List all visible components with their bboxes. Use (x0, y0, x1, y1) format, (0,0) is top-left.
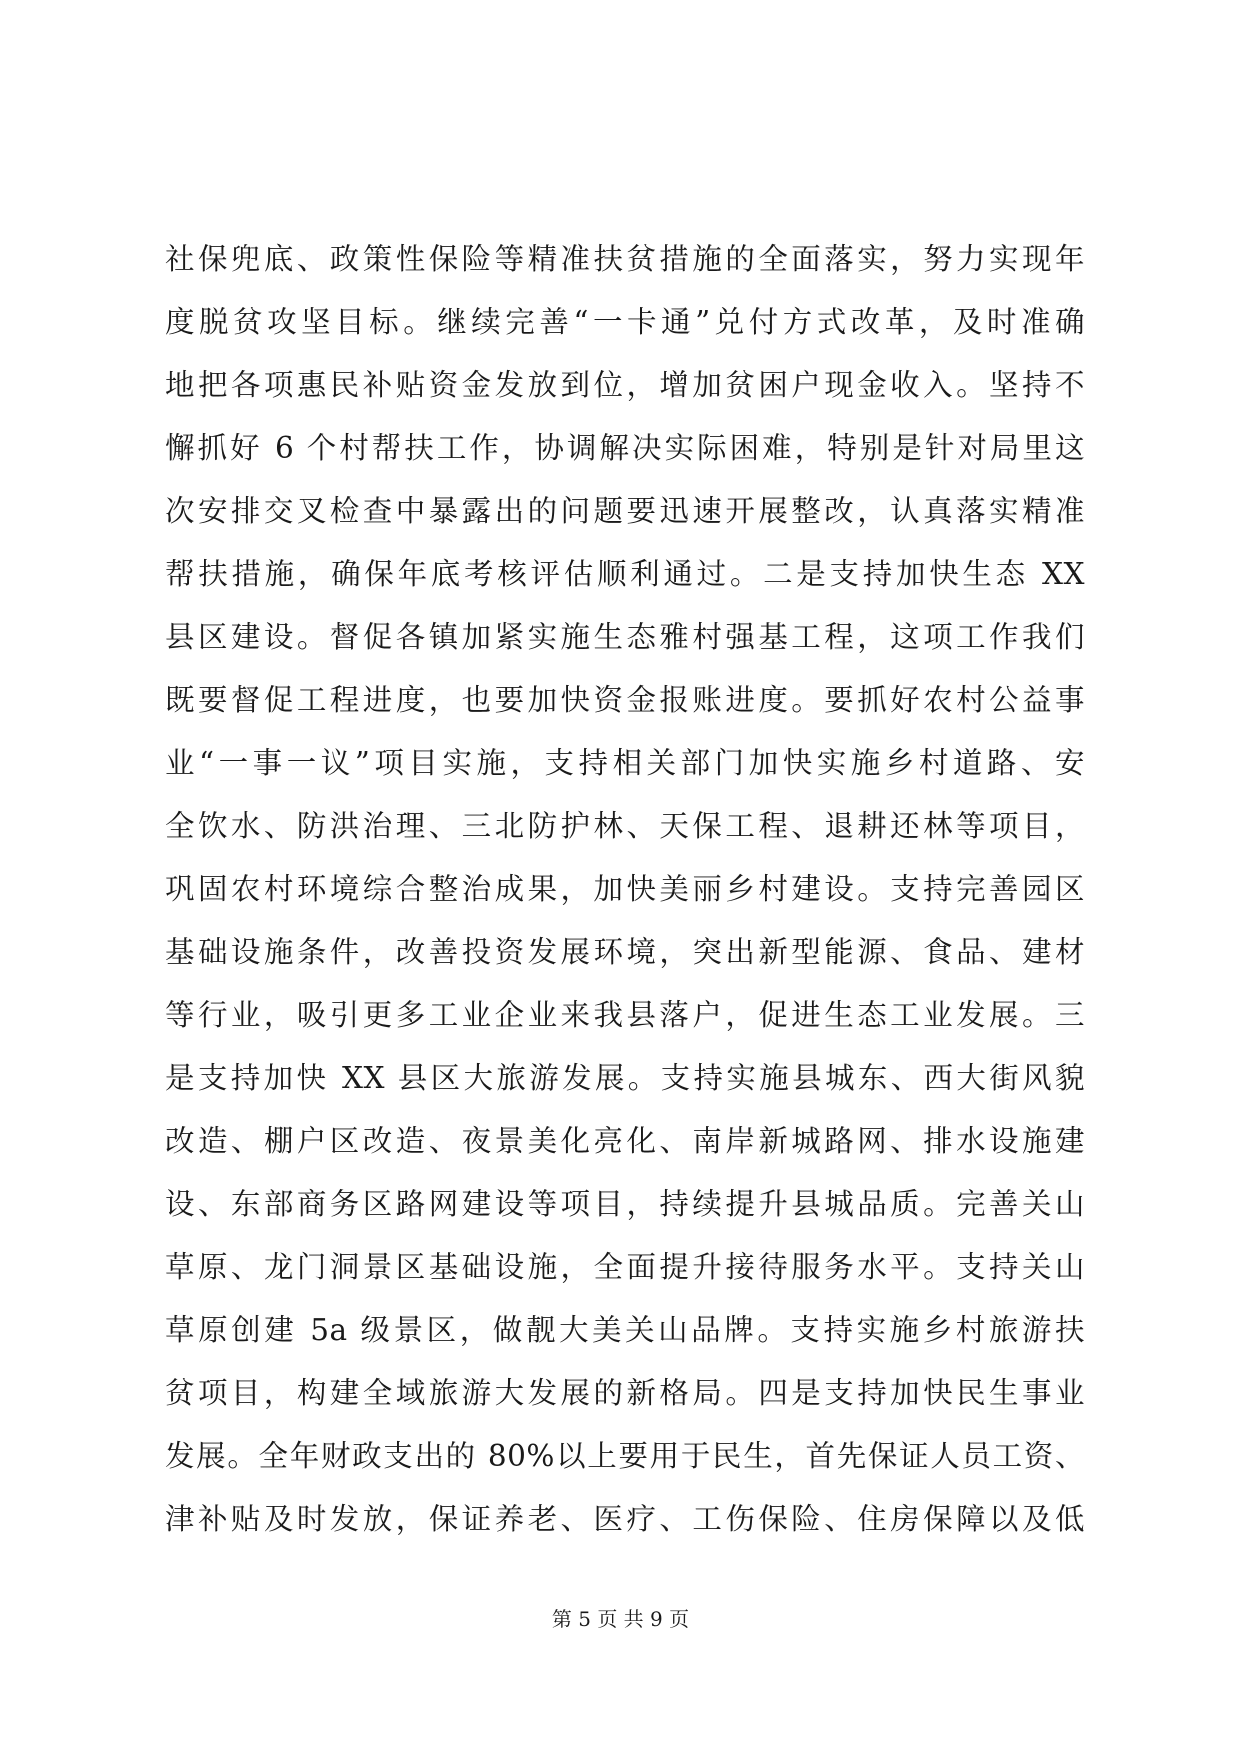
text-line: 基础设施条件，改善投资发展环境，突出新型能源、食品、建材 (165, 935, 1085, 969)
text-line: 既要督促工程进度，也要加快资金报账进度。要抓好农村公益事 (165, 683, 1085, 717)
text-line: 发展。全年财政支出的 80%以上要用于民生，首先保证人员工资、 (165, 1439, 1085, 1473)
page-number-footer: 第 5 页 共 9 页 (551, 1607, 690, 1631)
text-line: 帮扶措施，确保年底考核评估顺利通过。二是支持加快生态 XX (165, 557, 1085, 591)
text-line: 等行业，吸引更多工业企业来我县落户，促进生态工业发展。三 (165, 998, 1085, 1032)
text-line: 改造、棚户区改造、夜景美化亮化、南岸新城路网、排水设施建 (165, 1124, 1085, 1158)
text-line: 次安排交叉检查中暴露出的问题要迅速开展整改，认真落实精准 (165, 494, 1085, 528)
text-line: 度脱贫攻坚目标。继续完善“一卡通”兑付方式改革，及时准确 (165, 305, 1085, 339)
text-line: 贫项目，构建全域旅游大发展的新格局。四是支持加快民生事业 (165, 1376, 1085, 1410)
text-line: 懈抓好 6 个村帮扶工作，协调解决实际困难，特别是针对局里这 (165, 431, 1085, 465)
text-line: 津补贴及时发放，保证养老、医疗、工伤保险、住房保障以及低 (165, 1502, 1085, 1536)
text-line: 业“一事一议”项目实施，支持相关部门加快实施乡村道路、安 (165, 746, 1085, 780)
text-line: 草原创建 5a 级景区，做靓大美关山品牌。支持实施乡村旅游扶 (165, 1313, 1085, 1347)
text-line: 草原、龙门洞景区基础设施，全面提升接待服务水平。支持关山 (165, 1250, 1085, 1284)
text-line: 设、东部商务区路网建设等项目，持续提升县城品质。完善关山 (165, 1187, 1085, 1221)
text-line: 巩固农村环境综合整治成果，加快美丽乡村建设。支持完善园区 (165, 872, 1085, 906)
text-line: 县区建设。督促各镇加紧实施生态雅村强基工程，这项工作我们 (165, 620, 1085, 654)
text-line: 全饮水、防洪治理、三北防护林、天保工程、退耕还林等项目， (165, 809, 1085, 843)
text-line: 是支持加快 XX 县区大旅游发展。支持实施县城东、西大街风貌 (165, 1061, 1085, 1095)
text-line: 地把各项惠民补贴资金发放到位，增加贫困户现金收入。坚持不 (165, 368, 1085, 402)
text-line: 社保兜底、政策性保险等精准扶贫措施的全面落实，努力实现年 (165, 242, 1085, 276)
body-text (165, 228, 1085, 1551)
